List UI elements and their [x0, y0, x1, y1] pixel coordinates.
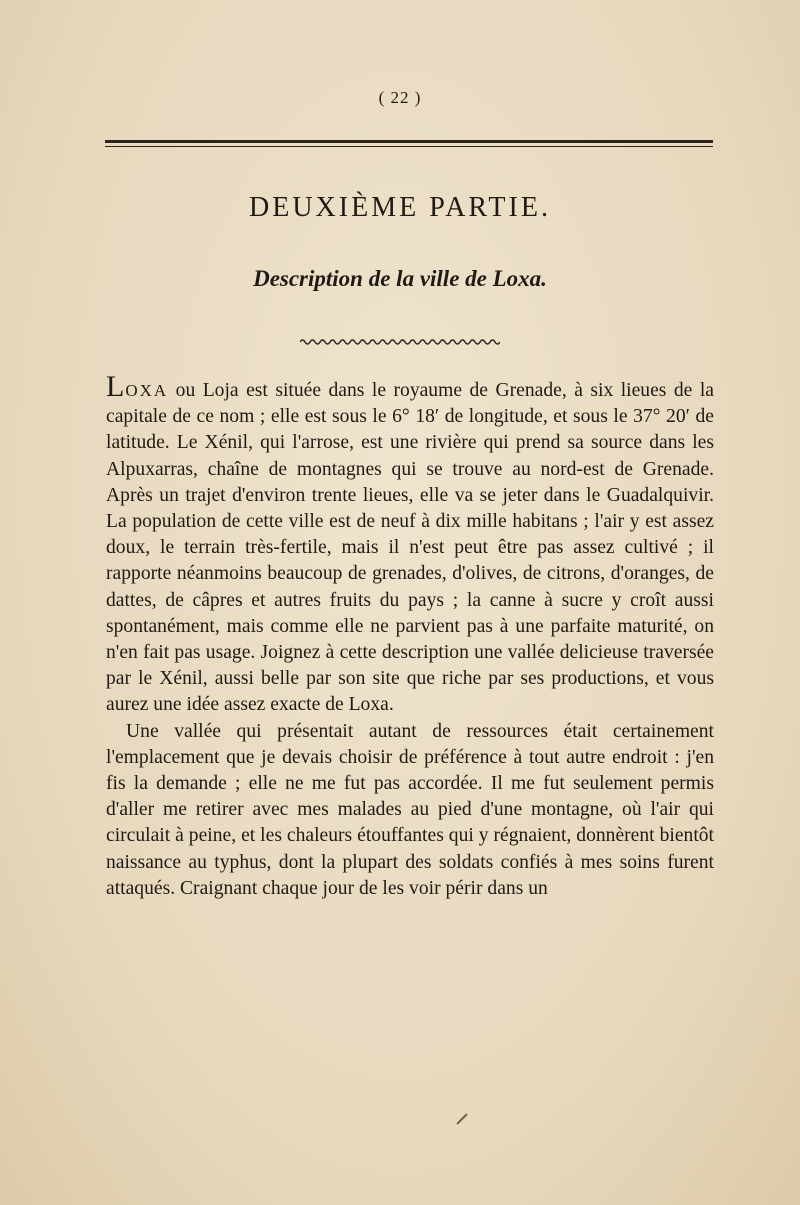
- opening-initial: L: [106, 370, 126, 403]
- wavy-ornament-divider: [300, 338, 500, 346]
- part-title: DEUXIÈME PARTIE.: [249, 192, 551, 223]
- opening-word: [106, 370, 168, 403]
- header-rule-thin: [105, 146, 713, 147]
- paragraph-2: Une vallée qui présentait autant de ressources était certainement l'emplacement que je devais choisir de préférence à tout autre endroit : j'en fis la demande ; elle ne me fut pas accordée. Il me fut seulement permis d'aller me retirer avec mes malades au pied d'une montagne, où l'air qui circulait à peine, et les chaleurs étouffantes qui y régnaient, donnèrent bientôt naissance au typhus, dont la plupart des soldats confiés à mes soins furent attaqués. Craignant chaque jour de les voir périr dans un: [106, 720, 714, 899]
- page-number: ( 22 ): [378, 88, 422, 107]
- header-rule-thick: [105, 140, 713, 143]
- paragraph-1: [106, 370, 714, 719]
- paragraph-1-text: ou Loja est située dans le royaume de Grenade, à six lieues de la capitale de ce nom ; elle est sous le 6° 18′ de longitude, et sous le 37° 20′ de latitude. Le Xénil, qui l'arrose, est une rivière qui prend sa source dans les Alpuxarras, chaîne de montagnes qui se trouve au nord-est de Grenade. Après un trajet d'environ trente lieues, elle va se jeter dans le Guadalquivir. La population de cette ville est de neuf à dix mille habitans ; l'air y est assez doux, le terrain très-fertile, mais il n'est peut être pas assez cultivé ; il rapporte néanmoins beaucoup de grenades, d'olives, de citrons, d'oranges, de dattes, de câpres et autres fruits du pays ; la canne à sucre y croît aussi spontanément, mais comme elle ne parvient pas à une parfaite maturité, on n'en fait pas usage. Joignez à cette description une vallée delicieuse traversée par le Xénil, aussi belle par son site que riche par ses productions, et vous aurez une idée assez exacte de Loxa.: [106, 380, 714, 716]
- ink-mark: [456, 1113, 467, 1124]
- body-text: [106, 370, 714, 902]
- chapter-subtitle: Description de la ville de Loxa.: [253, 266, 547, 291]
- opening-word-rest: OXA: [125, 381, 169, 400]
